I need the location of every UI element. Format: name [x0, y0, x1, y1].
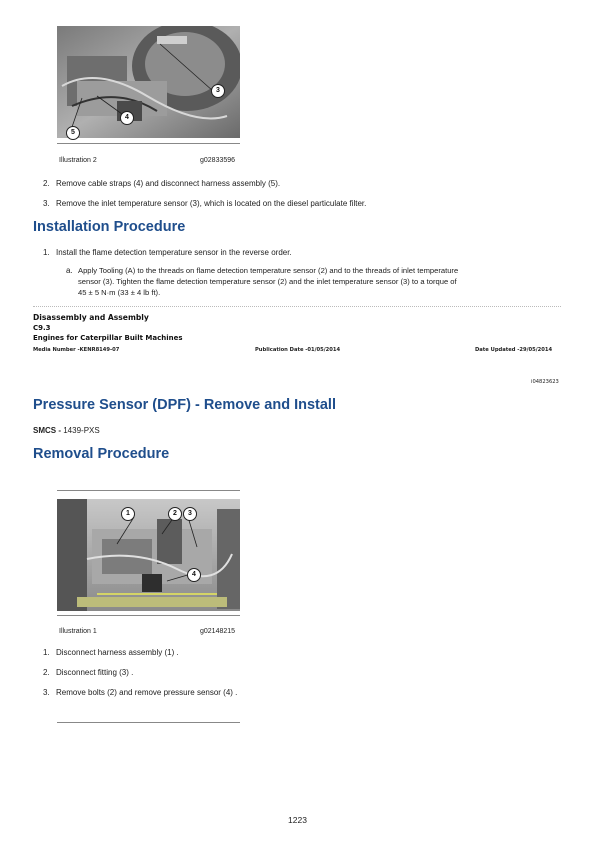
smcs-line [33, 426, 100, 435]
install-substep-a-line-2: sensor (3). Tighten the flame detection temperature sensor (2) and the inlet temperature sensor (3) to a torque of [78, 277, 457, 286]
illustration-1-bottom-rule [57, 615, 240, 616]
install-step-1-text: Install the flame detection temperature sensor in the reverse order. [56, 248, 292, 257]
doc-publication-date: Publication Date -01/05/2014 [255, 347, 341, 353]
callout-5: 5 [66, 126, 80, 140]
install-substep-a-line-1: Apply Tooling (A) to the threads on flame detection temperature sensor (2) and to the threads of inlet temperature [78, 266, 459, 275]
page-number: 1223 [288, 815, 307, 825]
callout-3b: 3 [183, 507, 197, 521]
removal-step-1-text: Disconnect harness assembly (1) . [56, 648, 179, 657]
illustration-2-label: Illustration 2 [59, 157, 97, 164]
callout-3: 3 [211, 84, 225, 98]
step-3-number: 3. [43, 199, 50, 208]
doc-section-title: Disassembly and Assembly [33, 313, 149, 322]
illustration-1-leader-lines [57, 499, 247, 614]
callout-4: 4 [120, 111, 134, 125]
callout-4b: 4 [187, 568, 201, 582]
doc-date-updated: Date Updated -29/05/2014 [475, 347, 553, 353]
smcs-label: SMCS - [33, 426, 61, 435]
end-rule [57, 722, 240, 723]
removal-step-3-text: Remove bolts (2) and remove pressure sensor (4) . [56, 688, 238, 697]
removal-step-2-number: 2. [43, 668, 50, 677]
install-step-1-number: 1. [43, 248, 50, 257]
doc-application: Engines for Caterpillar Built Machines [33, 334, 183, 342]
removal-step-3-number: 3. [43, 688, 50, 697]
doc-engine-model: C9.3 [33, 324, 51, 332]
doc-media-number: Media Number -KENR8149-07 [33, 347, 120, 353]
smcs-code: 1439-PXS [63, 426, 100, 435]
illustration-1-top-rule [57, 490, 240, 491]
illustration-2-code: g02833596 [200, 157, 236, 164]
step-3-text: Remove the inlet temperature sensor (3), which is located on the diesel particulate filter. [56, 199, 367, 208]
callout-2: 2 [168, 507, 182, 521]
install-substep-a-line-3: 45 ± 5 N·m (33 ± 4 lb ft). [78, 288, 161, 297]
illustration-2-rule [57, 143, 240, 144]
page-title: Pressure Sensor (DPF) - Remove and Install [33, 397, 336, 413]
removal-step-1-number: 1. [43, 648, 50, 657]
doc-id: i04823623 [531, 379, 559, 385]
install-substep-a-number: a. [66, 266, 73, 275]
removal-step-2-text: Disconnect fitting (3) . [56, 668, 134, 677]
step-2-text: Remove cable straps (4) and disconnect harness assembly (5). [56, 179, 281, 188]
installation-heading: Installation Procedure [33, 219, 186, 235]
illustration-1-code: g02148215 [200, 628, 236, 635]
callout-1: 1 [121, 507, 135, 521]
removal-heading: Removal Procedure [33, 446, 170, 462]
step-2-number: 2. [43, 179, 50, 188]
section-divider [33, 306, 561, 307]
illustration-1-label: Illustration 1 [59, 628, 97, 635]
